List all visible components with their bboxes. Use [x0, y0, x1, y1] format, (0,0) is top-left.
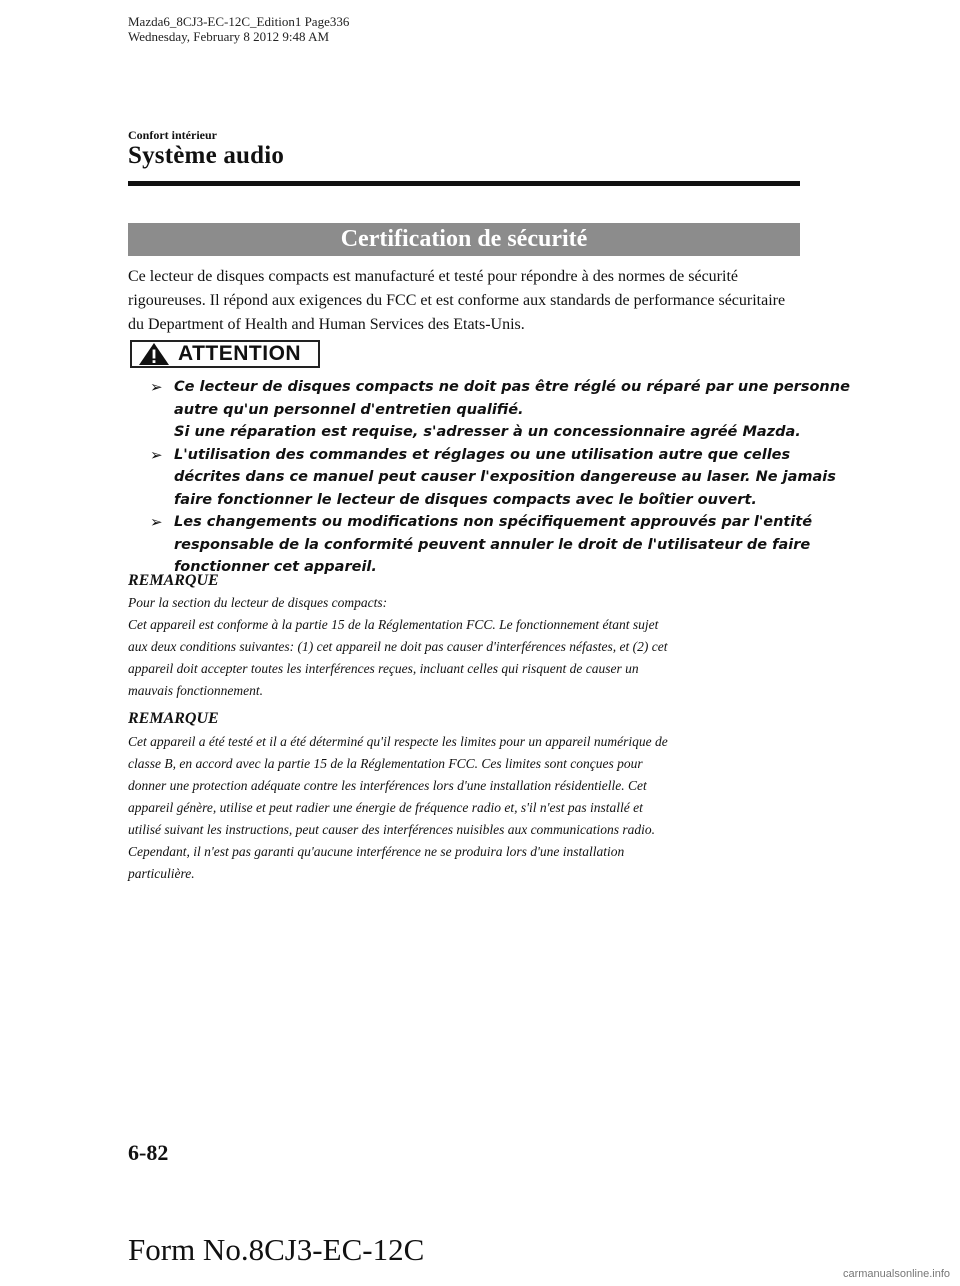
remark2-line: appareil génère, utilise et peut radier une énergie de fréquence radio et, s'il n'est pas installé et	[128, 800, 643, 815]
intro-paragraph: Ce lecteur de disques compacts est manufacturé et testé pour répondre à des normes de sécurité rigoureuses. Il répond aux exigences du FCC et est conforme aux standards de performance sécuritaire du Department of Health and Human Services des Etats-Unis.	[128, 268, 786, 333]
print-header-line-2: Wednesday, February 8 2012 9:48 AM	[128, 29, 330, 44]
attention-item	[150, 511, 813, 579]
remark1-line: Cet appareil est conforme à la partie 15 de la Réglementation FCC. Le fonctionnement étant sujet	[128, 617, 659, 632]
attention-label: ATTENTION	[178, 342, 302, 365]
section-label: Confort intérieur	[128, 128, 217, 142]
form-number: Form No.8CJ3-EC-12C	[128, 1232, 425, 1267]
warning-triangle-icon	[138, 342, 170, 366]
remark2-line: Cet appareil a été testé et il a été déterminé qu'il respecte les limites pour un appareil numérique de	[128, 734, 668, 749]
section-banner: Certification de sécurité	[128, 223, 800, 256]
remark1-line: aux deux conditions suivantes: (1) cet appareil ne doit pas causer d'interférences néfastes, et (2) cet	[128, 639, 668, 654]
attention-item-line: fonctionner cet appareil.	[174, 559, 377, 575]
print-header-line-1: Mazda6_8CJ3-EC-12C_Edition1 Page336	[128, 14, 350, 29]
attention-item-line: faire fonctionner le lecteur de disques compacts avec le boîtier ouvert.	[174, 491, 757, 508]
attention-box	[130, 340, 320, 368]
attention-item-line: autre qu'un personnel d'entretien qualifié.	[174, 401, 524, 418]
arrow-bullet-icon: ➢	[150, 513, 163, 531]
attention-item-line: Si une réparation est requise, s'adresser à un concessionnaire agréé Mazda.	[174, 424, 801, 440]
remark2-line: Cependant, il n'est pas garanti qu'aucune interférence ne se produira lors d'une installation	[128, 844, 625, 859]
attention-item	[150, 444, 836, 512]
attention-item	[150, 376, 850, 444]
remark2-line: classe B, en accord avec la partie 15 de la Réglementation FCC. Ces limites sont conçues pour	[128, 756, 643, 771]
arrow-bullet-icon: ➢	[150, 378, 163, 396]
remark2-line: particulière.	[128, 866, 195, 881]
attention-item-line: Les changements ou modifications non spécifiquement approuvés par l'entité	[174, 514, 813, 530]
remark-2-text	[128, 731, 800, 885]
print-header	[128, 14, 349, 44]
page-number: 6-82	[128, 1140, 169, 1165]
remark-1-title: REMARQUE	[128, 572, 219, 589]
chapter-title: Système audio	[128, 142, 285, 169]
arrow-bullet-icon: ➢	[150, 445, 163, 464]
remark2-line: donner une protection adéquate contre les interférences lors d'une installation résidentielle. Cet	[128, 778, 647, 793]
remark2-line: utilisé suivant les instructions, peut causer des interférences nuisibles aux communications radio.	[128, 822, 656, 837]
remark1-line: mauvais fonctionnement.	[128, 683, 263, 698]
remark1-line: Pour la section du lecteur de disques compacts:	[128, 595, 388, 610]
attention-item-line: L'utilisation des commandes et réglages ou une utilisation autre que celles	[174, 446, 791, 463]
attention-list	[150, 376, 850, 579]
remark-2-title: REMARQUE	[128, 710, 219, 727]
remark-1-text	[128, 592, 800, 702]
watermark: carmanualsonline.info	[842, 1268, 950, 1280]
attention-item-line: responsable de la conformité peuvent annuler le droit de l'utilisateur de faire	[174, 536, 811, 553]
remark1-line: appareil doit accepter toutes les interférences reçues, incluant celles qui risquent de causer un	[128, 661, 639, 676]
attention-item-line: Ce lecteur de disques compacts ne doit pas être réglé ou réparé par une personne	[174, 379, 850, 395]
attention-item-line: décrites dans ce manuel peut causer l'exposition dangereuse au laser. Ne jamais	[174, 469, 836, 485]
chapter-divider	[128, 181, 800, 186]
